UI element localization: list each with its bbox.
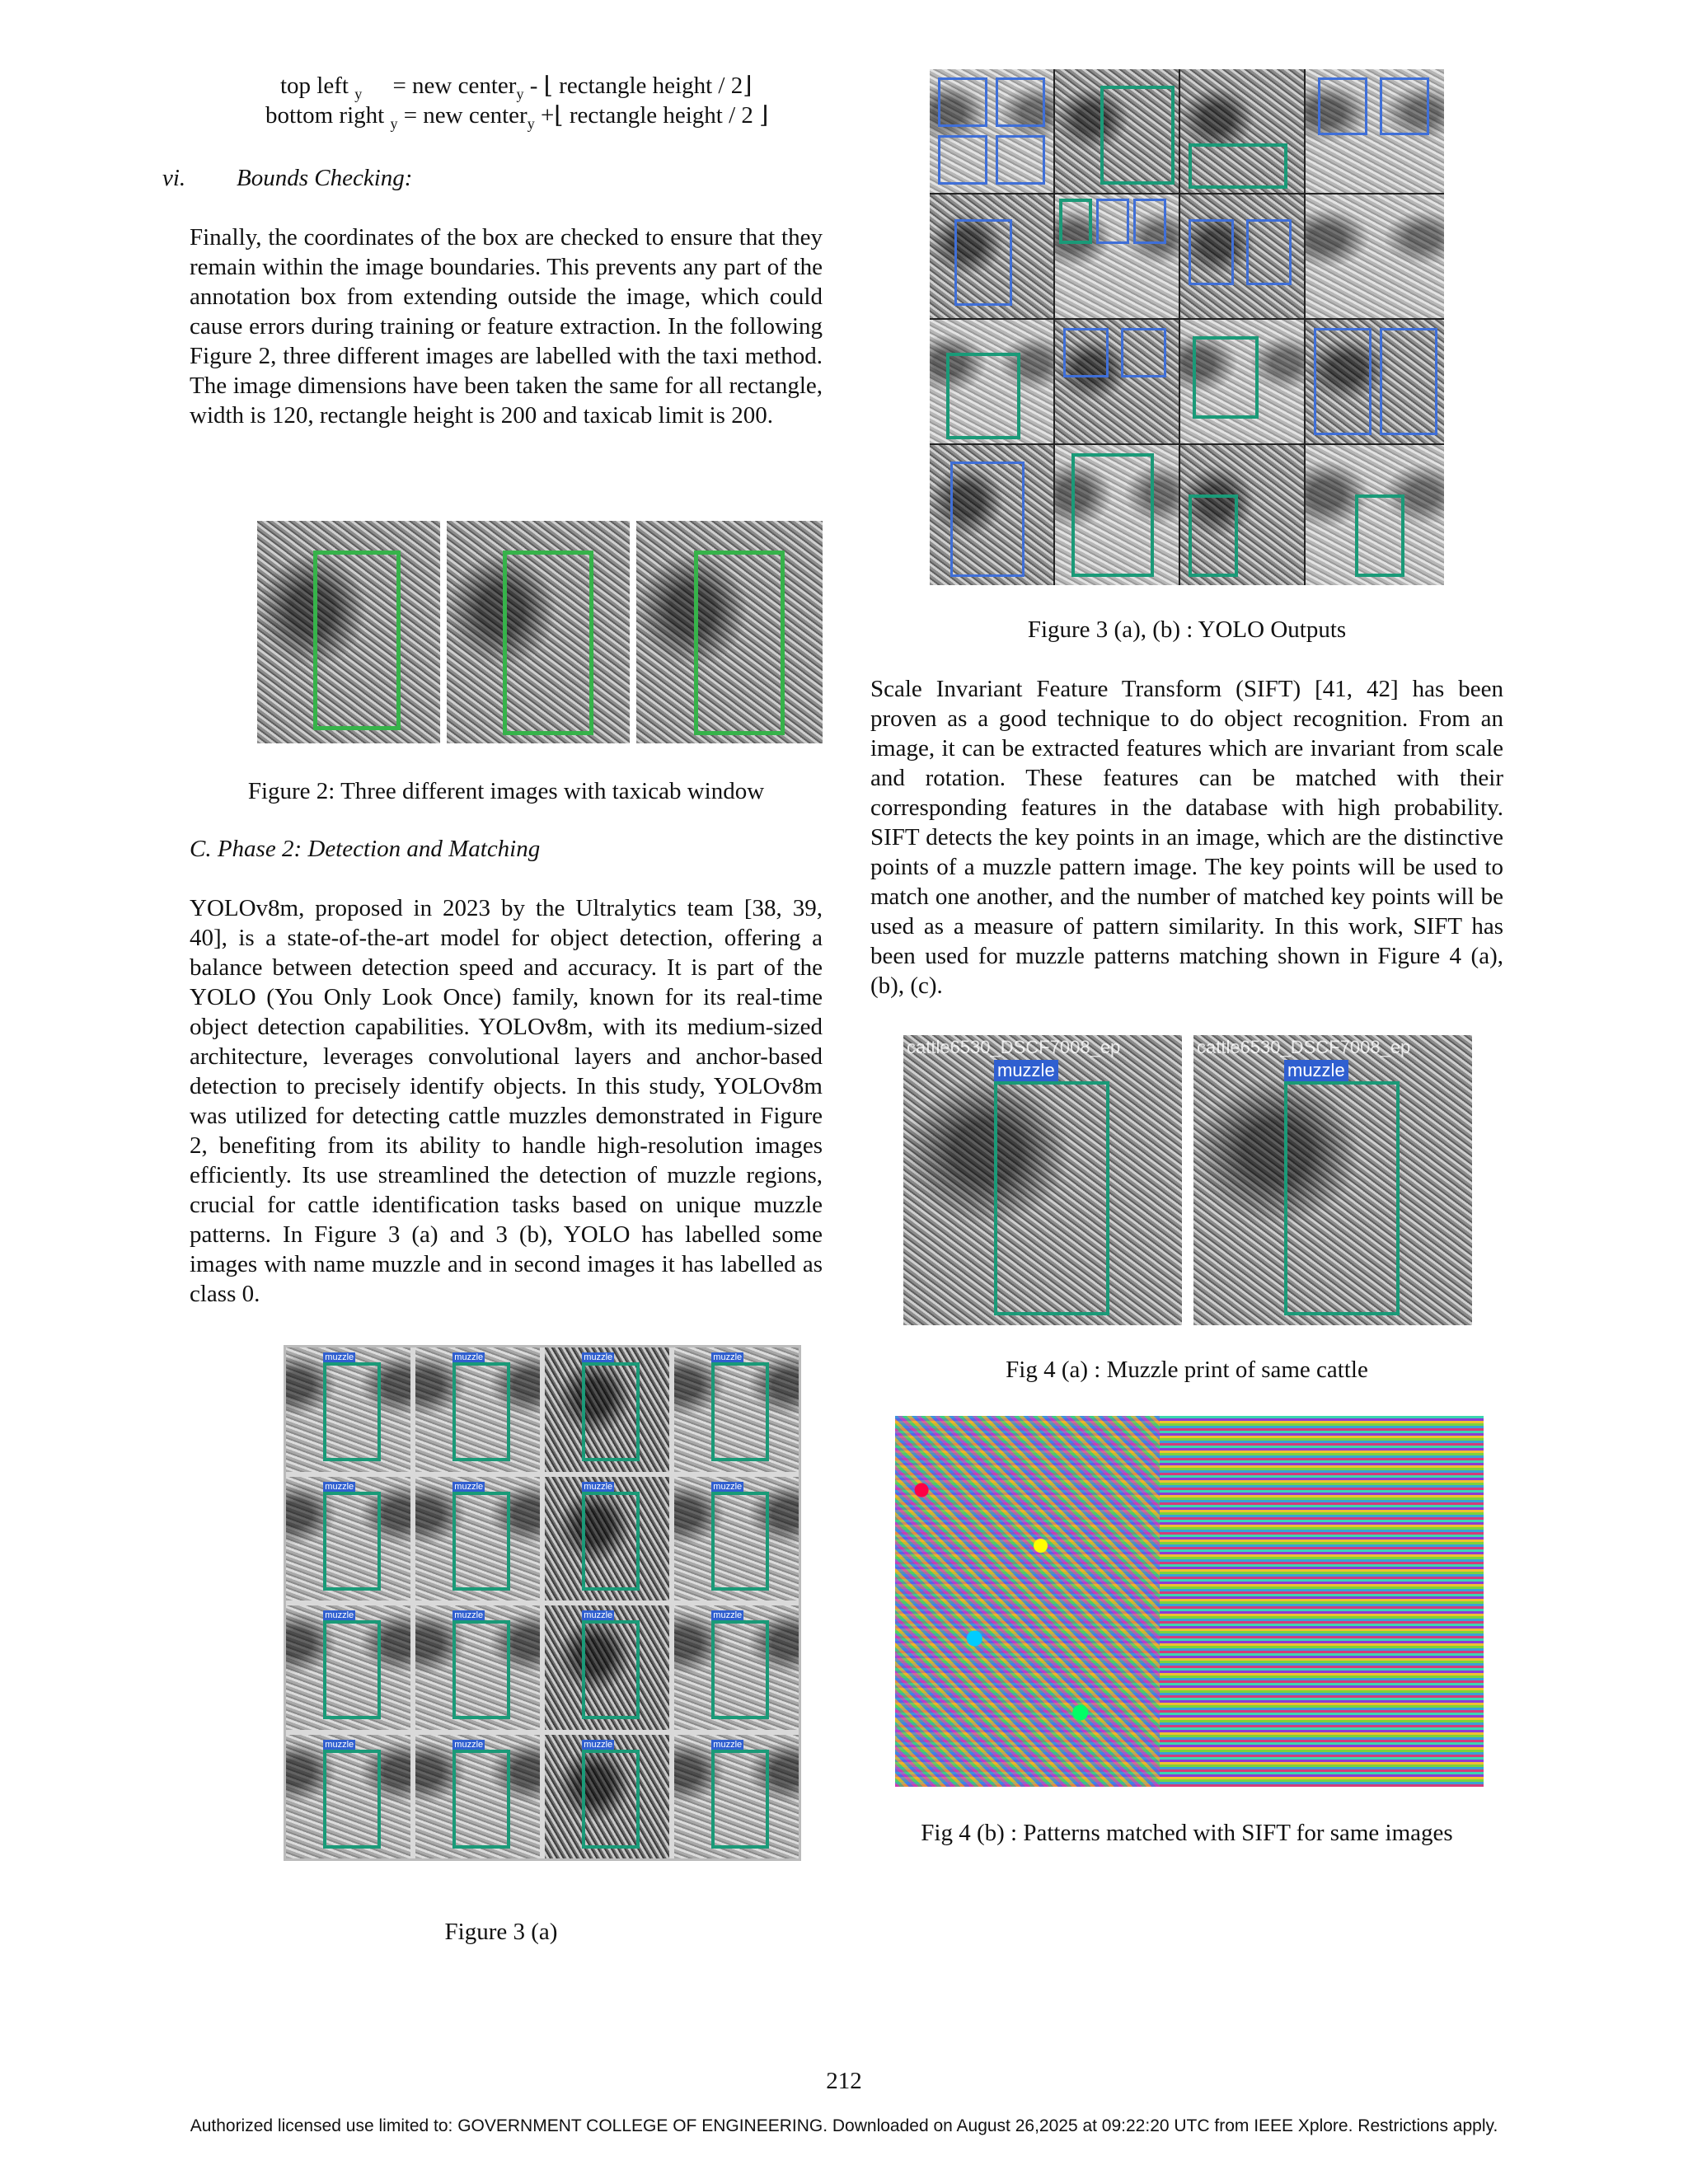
muzzle-label: muzzle <box>713 1481 743 1492</box>
yolo-output-cell <box>674 1735 799 1859</box>
muzzle-label: muzzle <box>454 1352 484 1363</box>
muzzle-label: muzzle <box>325 1352 354 1363</box>
detection-box <box>1246 219 1292 285</box>
yolo-output-cell <box>286 1347 410 1472</box>
yolo-output-cell <box>545 1605 669 1730</box>
figure4a-image-1 <box>903 1035 1182 1325</box>
detection-box <box>946 353 1020 439</box>
yolo-output-cell <box>286 1605 410 1730</box>
mosaic-tile <box>1055 69 1179 193</box>
detection-box <box>1121 328 1166 377</box>
detection-box <box>996 135 1045 185</box>
mosaic-tile <box>1180 445 1304 585</box>
mosaic-tile <box>1180 69 1304 193</box>
sift-paragraph: Scale Invariant Feature Transform (SIFT) [41, 42] has been proven as a good technique to do object recognition. From an image, it can be extracted features which are invariant from scale and rotation. These features can be matched with their corresponding features in the database with high probability. SIFT detects the key points in an image, which are the distinctive points of a muzzle pattern image. The key points will be used to match one another, and the number of matched key points will be used as a measure of pattern similarity. In this work, SIFT has been used for muzzle patterns matching shown in Figure 4 (a), (b), (c). <box>870 676 1503 999</box>
muzzle-label: muzzle <box>454 1481 484 1492</box>
muzzle-label: muzzle <box>994 1060 1058 1081</box>
detection-box <box>323 1362 380 1461</box>
figure3b-caption: Figure 3 (a), (b) : YOLO Outputs <box>1027 616 1347 643</box>
detection-box <box>452 1492 509 1591</box>
mosaic-tile <box>1055 445 1179 585</box>
detection-box <box>452 1362 509 1461</box>
detection-box <box>938 77 987 127</box>
yolo-output-cell <box>545 1347 669 1472</box>
detection-box <box>582 1620 639 1719</box>
yolo-output-cell <box>415 1605 540 1730</box>
figure4b-sift-matches <box>895 1416 1484 1787</box>
equation-bottom-right <box>265 101 859 138</box>
detection-box <box>1133 199 1166 244</box>
taxicab-window <box>313 551 401 730</box>
detection-box <box>582 1362 639 1461</box>
mosaic-tile <box>1180 320 1304 443</box>
eq1-sub: y <box>354 85 363 102</box>
mosaic-tile <box>1306 194 1444 318</box>
figure4b-caption: Fig 4 (b) : Patterns matched with SIFT for same images <box>921 1820 1453 1846</box>
yolo-output-cell <box>415 1735 540 1859</box>
muzzle-label: muzzle <box>713 1352 743 1363</box>
yolo-output-cell <box>286 1735 410 1859</box>
detection-box <box>711 1362 768 1461</box>
figure2-caption: Figure 2: Three different images with taxicab window <box>247 778 765 804</box>
yolo-output-cell <box>674 1477 799 1601</box>
overlay-text: cattle6530_DSCF7008_ep <box>1197 1037 1411 1057</box>
yolov8m-lead: YOLOv8m, <box>190 895 305 921</box>
section-vi-numeral: vi. <box>162 165 186 191</box>
mosaic-tile <box>930 320 1053 443</box>
muzzle-label: muzzle <box>584 1610 613 1621</box>
mosaic-tile <box>1306 445 1444 585</box>
mosaic-tile <box>930 69 1053 193</box>
detection-box <box>994 1081 1109 1315</box>
detection-box <box>1355 494 1404 577</box>
figure2-image-3 <box>636 521 823 743</box>
detection-box <box>1284 1081 1400 1315</box>
detection-box <box>323 1492 380 1591</box>
detection-box <box>582 1750 639 1849</box>
detection-box <box>452 1750 509 1849</box>
figure4a-image-2 <box>1193 1035 1472 1325</box>
detection-box <box>1380 77 1429 135</box>
detection-box <box>1071 453 1154 577</box>
mosaic-tile <box>1306 320 1444 443</box>
mosaic-tile <box>1055 194 1179 318</box>
figure3a-grid <box>284 1345 801 1861</box>
detection-box <box>711 1492 768 1591</box>
muzzle-label: muzzle <box>584 1481 613 1492</box>
keypoint-cluster <box>895 1416 1160 1787</box>
eq2-sub2: y <box>527 115 535 132</box>
section-vi-heading: Bounds Checking: <box>237 165 413 191</box>
mosaic-tile <box>930 194 1053 318</box>
footer-notice: Authorized licensed use limited to: GOVERNMENT COLLEGE OF ENGINEERING. Downloaded on August 26,2025 at 09:22:20 UTC from IEEE Xplore. Restrictions apply. <box>190 2116 1498 2135</box>
detection-box <box>452 1620 509 1719</box>
yolo-output-cell <box>674 1347 799 1472</box>
section-c-heading: C. Phase 2: Detection and Matching <box>190 836 541 862</box>
detection-box <box>1318 77 1367 135</box>
detection-box <box>954 219 1012 306</box>
detection-box <box>1100 86 1175 185</box>
detection-box <box>711 1620 768 1719</box>
muzzle-label: muzzle <box>713 1739 743 1750</box>
detection-box <box>938 135 987 185</box>
muzzle-label: muzzle <box>325 1481 354 1492</box>
detection-box <box>1380 328 1437 435</box>
mosaic-tile <box>930 445 1053 585</box>
section-vi-paragraph: Finally, the coordinates of the box are checked to ensure that they remain within the image boundaries. This prevents any part of the annotation box from extending outside the image, which could cause errors during training or feature extraction. In the following Figure 2, three different images are labelled with the taxi method. The image dimensions have been taken the same for all rectangle, width is 120, rectangle height is 200 and taxicab limit is 200. <box>190 224 823 429</box>
eq1-rest: - ⌊ rectangle height / 2⌋ <box>529 73 753 99</box>
yolo-output-cell <box>545 1477 669 1601</box>
yolo-output-cell <box>415 1347 540 1472</box>
taxicab-window <box>503 551 593 735</box>
muzzle-label: muzzle <box>325 1739 354 1750</box>
figure3a-caption: Figure 3 (a) <box>444 1919 558 1945</box>
figure2-image-1 <box>257 521 440 743</box>
figure4a-caption: Fig 4 (a) : Muzzle print of same cattle <box>1006 1357 1368 1383</box>
eq1-center: = new center <box>392 73 517 99</box>
detection-box <box>1193 336 1259 419</box>
mosaic-tile <box>1055 320 1179 443</box>
overlay-text: cattle6530_DSCF7008_ep <box>907 1037 1121 1057</box>
eq2-term: bottom right <box>265 102 385 129</box>
eq2-center: = new center <box>403 102 528 129</box>
detection-box <box>711 1750 768 1849</box>
taxicab-window <box>694 551 785 735</box>
detection-box <box>1096 199 1129 244</box>
muzzle-label: muzzle <box>1284 1060 1348 1081</box>
section-c-paragraph <box>190 893 823 1309</box>
mosaic-tile <box>1306 69 1444 193</box>
yolo-output-cell <box>674 1605 799 1730</box>
muzzle-label: muzzle <box>454 1610 484 1621</box>
detection-box <box>1063 328 1109 377</box>
detection-box <box>1189 143 1287 189</box>
detection-box <box>1314 328 1372 435</box>
detection-box <box>996 77 1045 127</box>
detection-box <box>1059 199 1092 244</box>
detection-box <box>950 462 1025 577</box>
detection-box <box>1189 494 1238 577</box>
yolo-output-cell <box>415 1477 540 1601</box>
page-number: 212 <box>826 2068 862 2094</box>
yolo-output-cell <box>545 1735 669 1859</box>
eq1-sub2: y <box>516 85 524 102</box>
eq1-term: top left <box>280 73 349 99</box>
eq2-rest: +⌊ rectangle height / 2 ⌋ <box>540 102 769 129</box>
detection-box <box>323 1620 380 1719</box>
muzzle-label: muzzle <box>713 1610 743 1621</box>
mosaic-tile <box>1180 194 1304 318</box>
detection-box <box>582 1492 639 1591</box>
muzzle-label: muzzle <box>584 1352 613 1363</box>
figure2-image-2 <box>447 521 630 743</box>
detection-box <box>1189 219 1234 285</box>
detection-box <box>323 1750 380 1849</box>
muzzle-label: muzzle <box>584 1739 613 1750</box>
muzzle-label: muzzle <box>454 1739 484 1750</box>
eq2-sub: y <box>390 115 398 132</box>
section-c-body: proposed in 2023 by the Ultralytics team [38, 39, 40], is a state-of-the-art model for object detection, offering a balance between detection speed and accuracy. It is part of the YOLO (You Only Look Once) family, known for its real-time object detection capabilities. YOLOv8m, with its medium-sized architecture, leverages convolutional layers and anchor-based detection to precisely identify objects. In this study, YOLOv8m was utilized for detecting cattle muzzles demonstrated in Figure 2, benefiting from its ability to handle high-resolution images efficiently. Its use streamlined the detection of muzzle regions, crucial for cattle identification tasks based on unique muzzle patterns. In Figure 3 (a) and 3 (b), YOLO has labelled some images with name muzzle and in second images it has labelled as class 0. <box>190 895 823 1307</box>
yolo-output-cell <box>286 1477 410 1601</box>
muzzle-label: muzzle <box>325 1610 354 1621</box>
figure3b-mosaic <box>930 69 1444 585</box>
